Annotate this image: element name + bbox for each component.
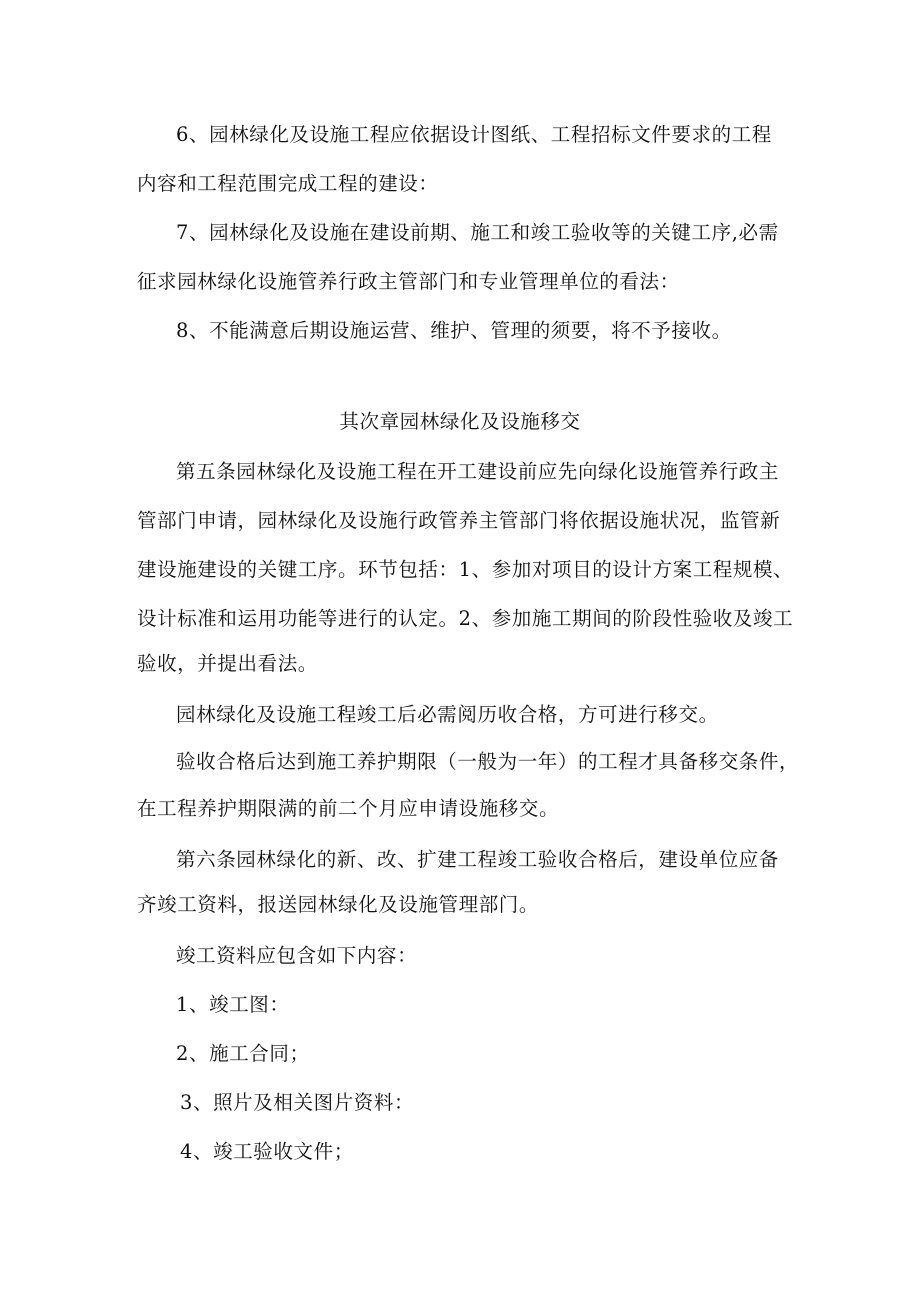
materials-intro: 竣工资料应包含如下内容： [176,944,418,967]
article-6-line-2: 齐竣工资料，报送园林绿化及设施管理部门。 [137,893,540,916]
item-7-line-2: 征求园林绿化设施管养行政主管部门和专业管理单位的看法： [137,270,680,293]
materials-list-item-4: 4、竣工验收文件； [180,1140,354,1163]
item-6-line-2: 内容和工程范围完成工程的建设： [137,172,439,195]
article-6-line-1: 第六条园林绿化的新、改、扩建工程竣工验收合格后，建设单位应备 [176,848,780,871]
materials-list-item-2: 2、施工合同； [176,1042,310,1065]
completion-paragraph: 园林绿化及设施工程竣工后必需阅历收合格，方可进行移交。 [176,703,719,726]
article-5-line-3: 建设施建设的关键工序。环节包括：1、参加对项目的设计方案工程规模、 [137,558,794,581]
item-6-line-1: 6、园林绿化及设施工程应依据设计图纸、工程招标文件要求的工程 [176,123,772,146]
item-8-line-1: 8、不能满意后期设施运营、维护、管理的须要，将不予接收。 [176,319,732,342]
acceptance-line-1: 验收合格后达到施工养护期限（一般为一年）的工程才具备移交条件， [176,750,800,773]
article-5-line-4: 设计标准和运用功能等进行的认定。2、参加施工期间的阶段性验收及竣工 [137,607,794,630]
item-7-line-1: 7、园林绿化及设施在建设前期、施工和竣工验收等的关键工序,必需 [176,221,779,244]
article-5-line-1: 第五条园林绿化及设施工程在开工建设前应先向绿化设施管养行政主 [176,460,780,483]
materials-list-item-1: 1、竣工图： [176,993,290,1016]
article-5-line-2: 管部门申请，园林绿化及设施行政管养主管部门将依据设施状况，监管新 [137,509,781,532]
chapter-title: 其次章园林绿化及设施移交 [339,410,581,433]
article-5-line-5: 验收，并提出看法。 [137,652,318,675]
materials-list-item-3: 3、照片及相关图片资料： [180,1091,415,1114]
acceptance-line-2: 在工程养护期限满的前二个月应申请设施移交。 [137,797,560,820]
